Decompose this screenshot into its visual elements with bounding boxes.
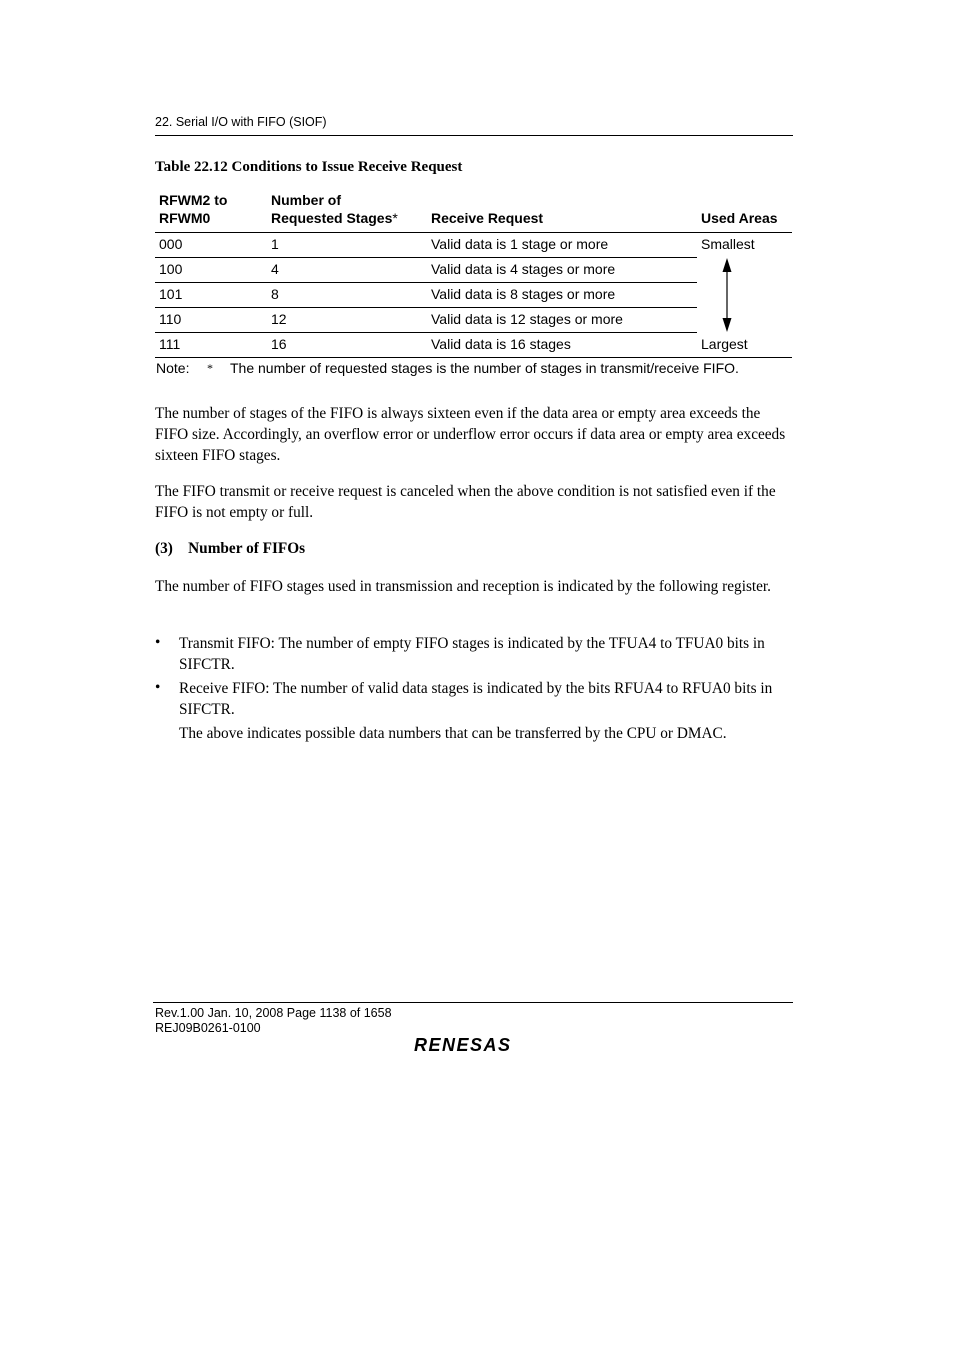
header-rfwm-line2: RFWM0 — [159, 210, 211, 226]
header-rule — [155, 232, 792, 233]
bullet-note: The above indicates possible data numbers that can be transferred by the CPU or DMAC. — [179, 725, 727, 742]
header-stages-line2: Requested Stages — [271, 210, 393, 226]
double-arrow-icon — [720, 258, 734, 332]
table-bottom-rule — [155, 357, 792, 358]
row-rule-3 — [155, 307, 697, 308]
cell-stages: 8 — [271, 286, 279, 302]
header-rfwm — [159, 191, 227, 227]
paragraph-fifo-register: The number of FIFO stages used in transmission and reception is indicated by the following register. — [155, 578, 772, 595]
footer-revision: Rev.1.00 Jan. 10, 2008 Page 1138 of 1658 — [155, 1006, 392, 1020]
note-mark: * — [207, 361, 213, 375]
header-stages — [271, 191, 398, 227]
running-header — [155, 115, 793, 136]
header-stages-line2-wrap — [271, 209, 398, 227]
header-request: Receive Request — [431, 210, 544, 226]
paragraph-fifo-stages: The number of stages of the FIFO is always sixteen even if the data area or empty area exceeds the FIFO size. Accordingly, an overflow error or underflow error occurs if data area or empty area exceeds sixteen FIFO stages. — [155, 405, 786, 464]
cell-rfwm: 101 — [159, 286, 183, 302]
table-title: Table 22.12 Conditions to Issue Receive Request — [155, 159, 463, 175]
cell-request: Valid data is 12 stages or more — [431, 311, 623, 327]
header-used-areas: Used Areas — [701, 210, 778, 226]
cell-request: Valid data is 4 stages or more — [431, 261, 616, 277]
cell-rfwm: 000 — [159, 236, 183, 252]
row-rule-4 — [155, 332, 697, 333]
bullet-icon: • — [155, 679, 161, 696]
bullet-transmit-fifo: Transmit FIFO: The number of empty FIFO stages is indicated by the TFUA4 to TFUA0 bits in SIFCTR. — [179, 635, 765, 673]
cell-request: Valid data is 8 stages or more — [431, 286, 616, 302]
bullet-receive-fifo: Receive FIFO: The number of valid data stages is indicated by the bits RFUA4 to RFUA0 bits in SIFCTR. — [179, 680, 773, 718]
renesas-logo — [412, 1033, 534, 1055]
header-stages-mark: * — [392, 210, 398, 226]
footer-doc-number: REJ09B0261-0100 — [155, 1021, 261, 1035]
footer-rule — [153, 1002, 793, 1003]
used-areas-largest: Largest — [701, 336, 748, 352]
note-text: The number of requested stages is the number of stages in transmit/receive FIFO. — [230, 360, 739, 376]
cell-rfwm: 100 — [159, 261, 183, 277]
note-label: Note: — [156, 360, 190, 376]
header-stages-line1: Number of — [271, 192, 341, 208]
cell-rfwm: 111 — [159, 336, 181, 352]
header-rfwm-line1: RFWM2 to — [159, 192, 228, 208]
paragraph-request-canceled: The FIFO transmit or receive request is canceled when the above condition is not satisfied even if the FIFO is not empty or full. — [155, 483, 776, 521]
cell-request: Valid data is 16 stages — [431, 336, 571, 352]
cell-stages: 12 — [271, 311, 287, 327]
cell-rfwm: 110 — [159, 311, 182, 327]
row-rule-1 — [155, 257, 697, 258]
subheading-number-of-fifos: (3) Number of FIFOs — [155, 540, 306, 557]
cell-stages: 16 — [271, 336, 287, 352]
used-areas-smallest: Smallest — [701, 236, 755, 252]
cell-stages: 4 — [271, 261, 279, 277]
row-rule-2 — [155, 282, 697, 283]
renesas-logo-text: RENESAS — [414, 1035, 512, 1055]
section-title: 22. Serial I/O with FIFO (SIOF) — [155, 115, 327, 129]
cell-stages: 1 — [271, 236, 279, 252]
bullet-icon: • — [155, 634, 161, 651]
cell-request: Valid data is 1 stage or more — [431, 236, 609, 252]
